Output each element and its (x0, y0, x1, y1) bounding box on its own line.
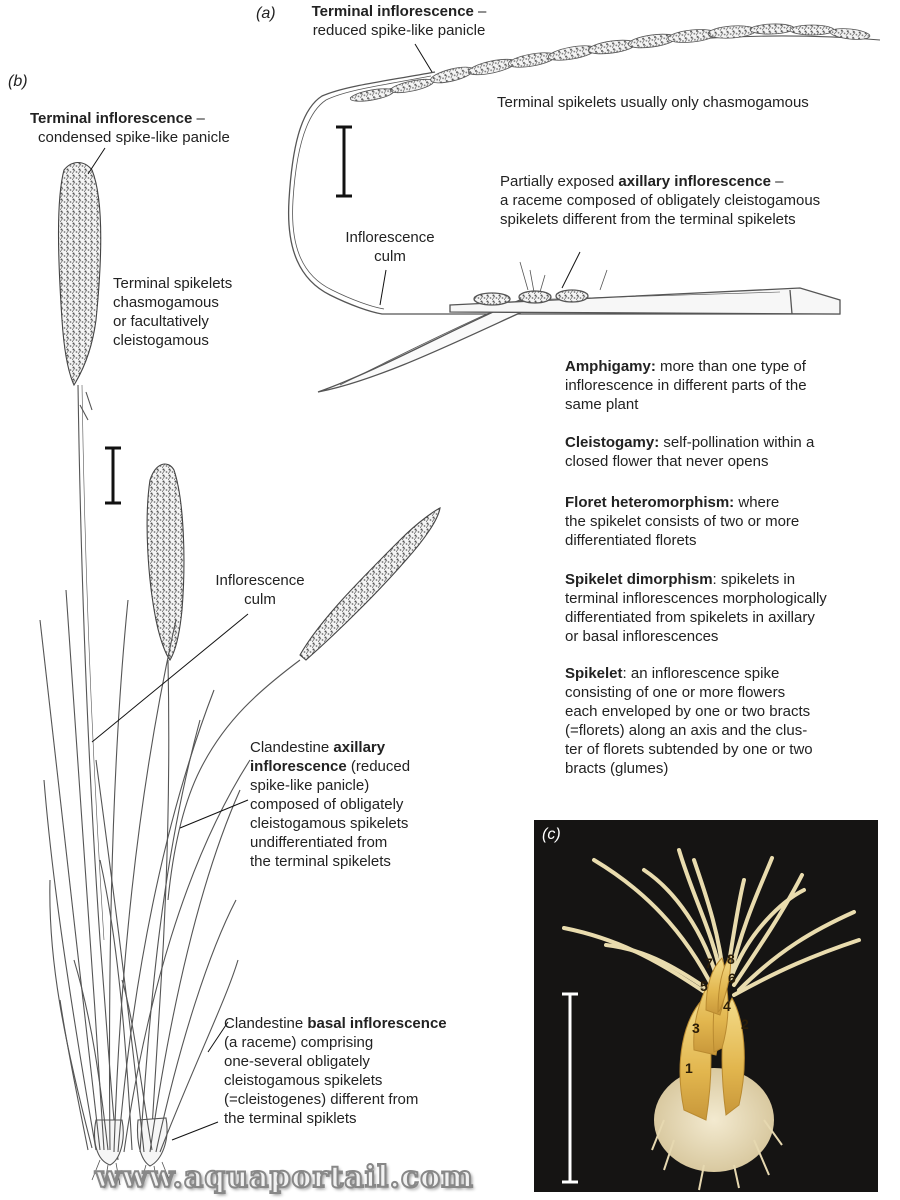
panel-b-axillary-label (250, 738, 450, 871)
glossary-term: Cleistogamy: (565, 434, 660, 451)
panel-b-spikelets-line2: chasmogamous (113, 294, 219, 311)
panel-a-axillary-dash: – (771, 173, 784, 190)
panel-a-axillary-prefix: Partially exposed (500, 173, 619, 190)
glossary-text: each enveloped by one or two bracts (565, 703, 811, 720)
pointer-a-culm (380, 270, 386, 305)
hairy-base (654, 1068, 774, 1172)
panel-b-basal-title: basal inflorescence (307, 1015, 447, 1032)
floret-number: 8 (727, 951, 735, 967)
panel-b-spikelets-line3: or facultatively (113, 313, 209, 330)
panel-b-basal-line5: (=cleistogenes) different from (224, 1091, 419, 1108)
glossary-text: differentiated florets (565, 532, 697, 549)
panel-a-culm-line1: Inflorescence (345, 229, 435, 246)
panel-b-basal-line4: cleistogamous spikelets (224, 1072, 383, 1089)
panel-b-axillary-line4: composed of obligately (250, 796, 404, 813)
pointer-b-axillary (180, 800, 248, 828)
glossary-text: : spikelets in (712, 571, 796, 588)
panel-b-culm-line2: culm (244, 591, 276, 608)
glossary-text: ter of florets subtended by one or two (565, 741, 813, 758)
panel-b-axillary-suffix: (reduced (346, 758, 411, 775)
panel-a-scale-bar (336, 127, 352, 196)
glossary-text: terminal inflorescences morphologically (565, 590, 827, 607)
panel-b-basal-prefix: Clandestine (224, 1015, 308, 1032)
glossary-entry (565, 493, 885, 550)
glossary-text: more than one type of (655, 358, 806, 375)
panel-b-axillary-title-1: axillary (333, 739, 386, 756)
panel-a-axillary-line2: a raceme composed of obligately cleistogamous (500, 192, 821, 209)
panel-b-basal-label (224, 1014, 504, 1128)
panel-b-terminal-title: Terminal inflorescence (30, 110, 193, 127)
panel-a-terminal-spikelets-note: Terminal spikelets usually only chasmogamous (497, 94, 809, 111)
pointer-a-axillary (562, 252, 580, 288)
glossary-text: or basal inflorescences (565, 628, 719, 645)
panel-b-label: (b) (8, 73, 28, 90)
floret-number: 4 (723, 998, 731, 1014)
panel-b-axillary-line7: the terminal spikelets (250, 853, 391, 870)
panel-a-terminal-dash: – (473, 3, 487, 20)
glossary-text: bracts (glumes) (565, 760, 669, 777)
glossary-term: Floret heteromorphism: (565, 494, 735, 511)
panel-b-terminal-desc: condensed spike-like panicle (38, 129, 230, 146)
panel-b-axillary-line6: undifferentiated from (250, 834, 388, 851)
glossary-text: self-pollination within a (659, 434, 815, 451)
panel-a-axillary-title: axillary inflorescence (618, 173, 771, 190)
glossary-text: differentiated from spikelets in axillary (565, 609, 815, 626)
panel-b-spikelets-line1: Terminal spikelets (113, 275, 233, 292)
glossary-term: Spikelet (565, 665, 623, 682)
panel-b-scale-bar (105, 448, 121, 503)
panel-b-axillary-line3: spike-like panicle) (250, 777, 370, 794)
pointer-b-terminal (88, 148, 105, 174)
floret-number: 3 (692, 1020, 700, 1036)
floret-number: 2 (741, 1016, 749, 1032)
glossary-text: same plant (565, 396, 639, 413)
glossary-text: (=florets) along an axis and the clus- (565, 722, 808, 739)
panel-a-terminal-title: Terminal inflorescence (311, 3, 474, 20)
panel-b-axillary-line5: cleistogamous spikelets (250, 815, 409, 832)
glossary-term: Spikelet dimorphism (565, 571, 713, 588)
panel-a-culm-label (330, 228, 450, 266)
panel-b-culm-line1: Inflorescence (215, 572, 305, 589)
glossary-text: inflorescence in different parts of the (565, 377, 807, 394)
floret-number: 7 (705, 955, 713, 971)
spikelet-photo-drawing (534, 820, 878, 1192)
panel-a-terminal-label (296, 2, 502, 40)
glossary-text: where (734, 494, 780, 511)
panel-b-terminal-label (30, 109, 270, 147)
panel-c-photo (534, 820, 878, 1192)
floret-number: 5 (700, 978, 708, 994)
pointer-b-basal-2 (172, 1122, 218, 1140)
awns (564, 850, 859, 995)
glossary-term: Amphigamy: (565, 358, 656, 375)
glossary-text: closed flower that never opens (565, 453, 769, 470)
panel-b-axillary-title-2: inflorescence (250, 758, 347, 775)
glossary-entry (565, 664, 885, 778)
panel-b-spikelets-line4: cleistogamous (113, 332, 209, 349)
panel-c-scale-bar (562, 994, 578, 1182)
pointer-a-terminal (415, 44, 432, 72)
glossary-text: the spikelet consists of two or more (565, 513, 800, 530)
panel-b-terminal-dash: – (192, 110, 205, 127)
watermark: www.aquaportail.com (95, 1160, 474, 1195)
panel-b-basal-line3: one-several obligately (224, 1053, 370, 1070)
panel-b-culm-label (200, 571, 320, 609)
floret-number: 6 (728, 970, 736, 986)
panel-a-axillary-line3: spikelets different from the terminal spikelets (500, 211, 796, 228)
panel-b-axillary-prefix: Clandestine (250, 739, 334, 756)
panel-b-basal-line2: (a raceme) comprising (224, 1034, 374, 1051)
panel-c-label: (c) (542, 826, 561, 843)
panel-b-spikelets-label (113, 274, 263, 350)
panel-b-basal-line6: the terminal spiklets (224, 1110, 357, 1127)
glossary-entry (565, 433, 885, 471)
glossary-text: consisting of one or more flowers (565, 684, 786, 701)
glossary-entry (565, 570, 885, 646)
floret-number: 1 (685, 1060, 693, 1076)
panel-a-culm-line2: culm (374, 248, 406, 265)
panel-a-label: (a) (256, 5, 276, 22)
glossary-entry (565, 357, 885, 414)
panel-a-axillary-label (500, 172, 880, 229)
glossary-text: : an inflorescence spike (622, 665, 780, 682)
panel-a-terminal-desc: reduced spike-like panicle (312, 22, 486, 39)
